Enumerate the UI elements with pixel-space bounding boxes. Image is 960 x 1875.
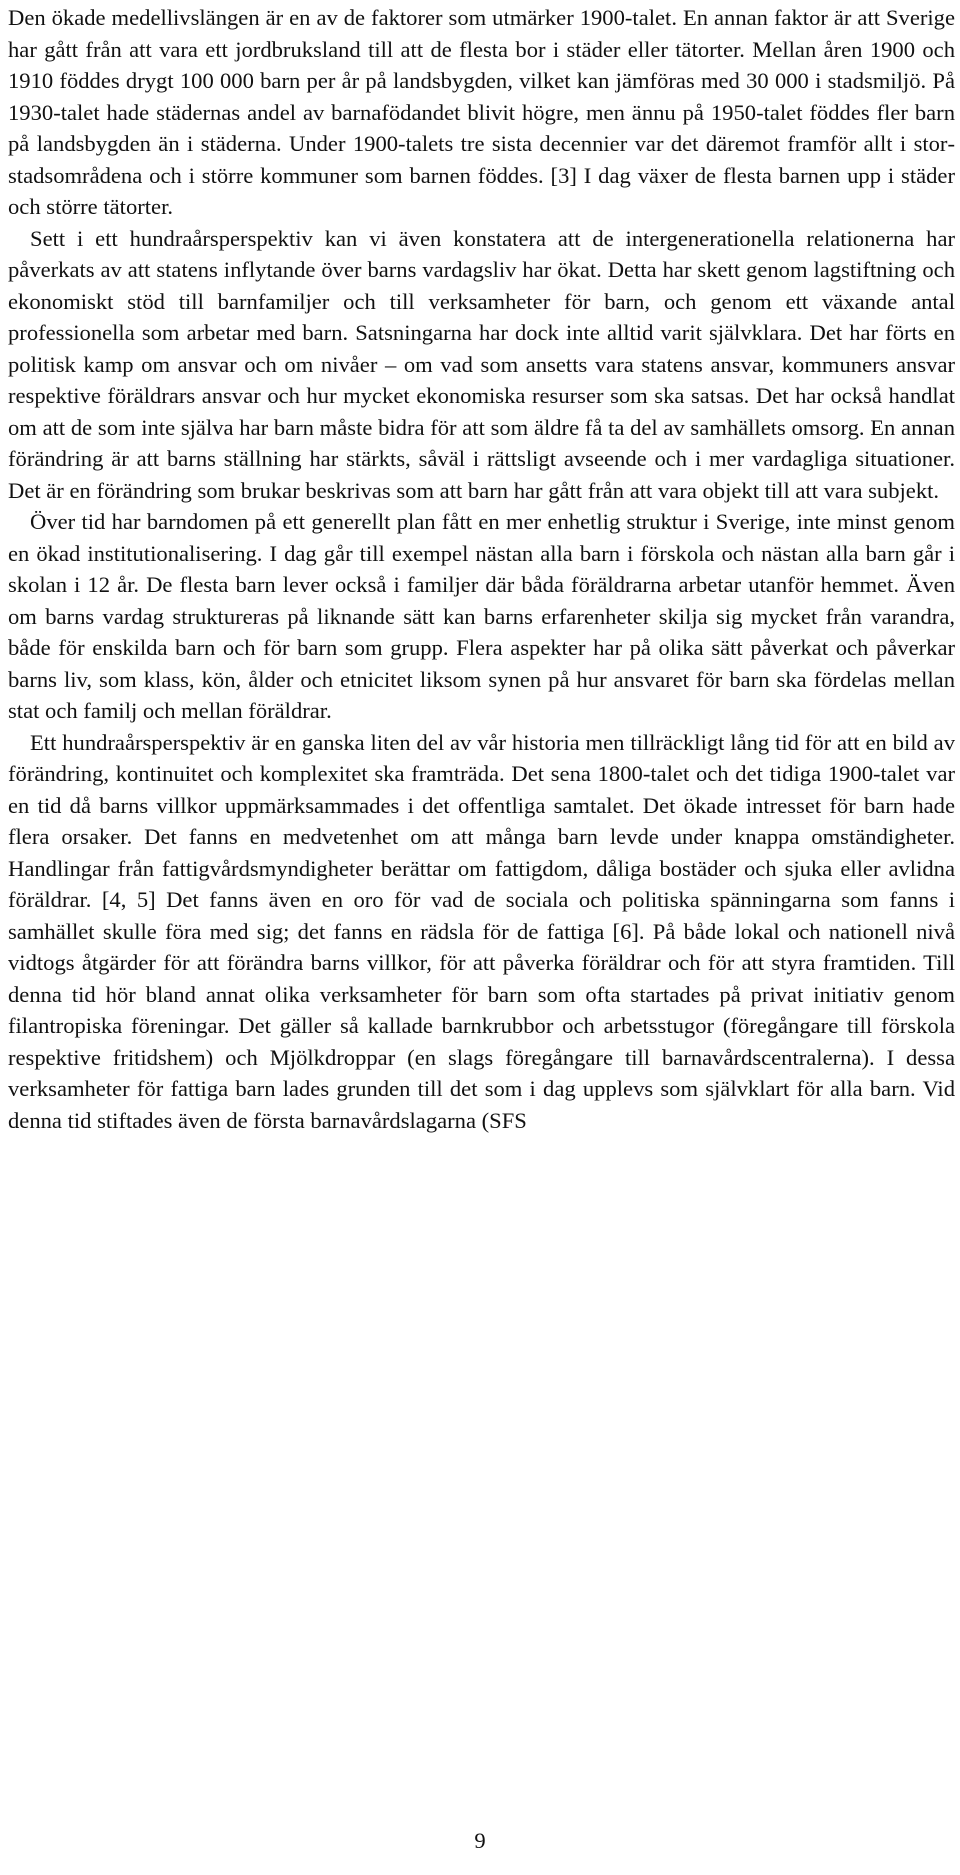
page-number: 9 — [474, 1828, 486, 1853]
paragraph-2: Sett i ett hundraårsperspektiv kan vi även konstatera att de intergenerationella relationerna har påverkats av att statens inflytande över barns vardagsliv har ökat. Detta har skett genom lagstiftning och ekonomiskt stöd till barnfamiljer och till verksamheter för barn, och genom ett växande antal professionella som arbetar med barn. Satsningarna har dock inte alltid varit självklara. Det har förts en politisk kamp om ansvar och om nivåer – om vad som ansetts vara statens ansvar, kommuners ansvar respektive föräldrars ansvar och hur mycket ekonomiska resurser som ska satsas. Det har också handlat om att de som inte själva har barn måste bidra för att som äldre få ta del av samhällets omsorg. En annan förändring är att barns ställning har stärkts, såväl i rättsligt avseende och i mer vardagliga situationer. Det är en förändring som brukar beskrivas som att barn har gått från att vara objekt till att vara subjekt. — [8, 225, 955, 503]
paragraph-3: Över tid har barndomen på ett generellt plan fått en mer enhetlig struktur i Sverige, inte minst genom en ökad institutionalisering. I dag går till exempel nästan alla barn i förskola och nästan alla barn går i skolan i 12 år. De flesta barn lever också i familjer där båda föräldrarna arbetar utanför hemmet. Även om barns vardag struktureras på liknande sätt kan barns erfarenheter skilja sig mycket från varandra, både för enskilda barn och för barn som grupp. Flera aspekter har på olika sätt påverkat och påverkar barns liv, som klass, kön, ålder och etnicitet liksom synen på hur ansvaret för barn ska fördelas mellan stat och familj och mellan föräldrar. — [8, 509, 955, 723]
paragraph-4: Ett hundraårsperspektiv är en ganska liten del av vår historia men tillräckligt lång tid för att en bild av förändring, kontinuitet och komplexitet ska framträda. Det sena 1800-talet och det tidiga 1900-talet var en tid då barns villkor uppmärksammades i det offentliga samtalet. Det ökade intresset för barn hade flera orsaker. Det fanns en medvetenhet om att många barn levde under knappa omständigheter. Handlingar från fattigvårdsmyndigheter berättar om fattigdom, dåliga bostäder och sjuka eller avlidna föräldrar. [4, 5] Det fanns även en oro för vad de sociala och politiska spänningarna som fanns i samhället skulle föra med sig; det fanns en rädsla för de fattiga [6]. På både lokal och nationell nivå vidtogs åtgärder för att förändra barns villkor, för att påverka föräldrar och för att styra framtiden. Till denna tid hör bland annat olika verksamheter för barn som ofta startades på privat initiativ genom filantropiska föreningar. Det gäller så kallade barnkrubbor och arbetsstugor (föregångare till förskola respektive fritidshem) och Mjölkdroppar (en slags föregångare till barnavårdscentralerna). I dessa verksamheter för fattiga barn lades grunden till det som i dag upplevs som självklart för alla barn. Vid denna tid stiftades även de första barnavårdslagarna (SFS — [8, 729, 955, 1133]
body-text — [8, 2, 955, 1136]
paragraph-1: Den ökade medellivslängen är en av de faktorer som utmärker 1900-talet. En annan faktor är att Sverige har gått från att vara ett jordbruksland till att de flesta bor i städer eller tätorter. Mellan åren 1900 och 1910 föddes drygt 100 000 barn per år på landsbygden, vilket kan jämföras med 30 000 i stadsmiljö. På 1930-talet hade städernas andel av barnafödandet blivit högre, men ännu på 1950-talet föddes fler barn på landsbygden än i städerna. Under 1900-talets tre sista decennier var det däremot framför allt i storstadsområdena och i större kommuner som barnen föddes. [3] I dag växer de flesta barnen upp i städer och större tätorter. — [8, 5, 955, 219]
